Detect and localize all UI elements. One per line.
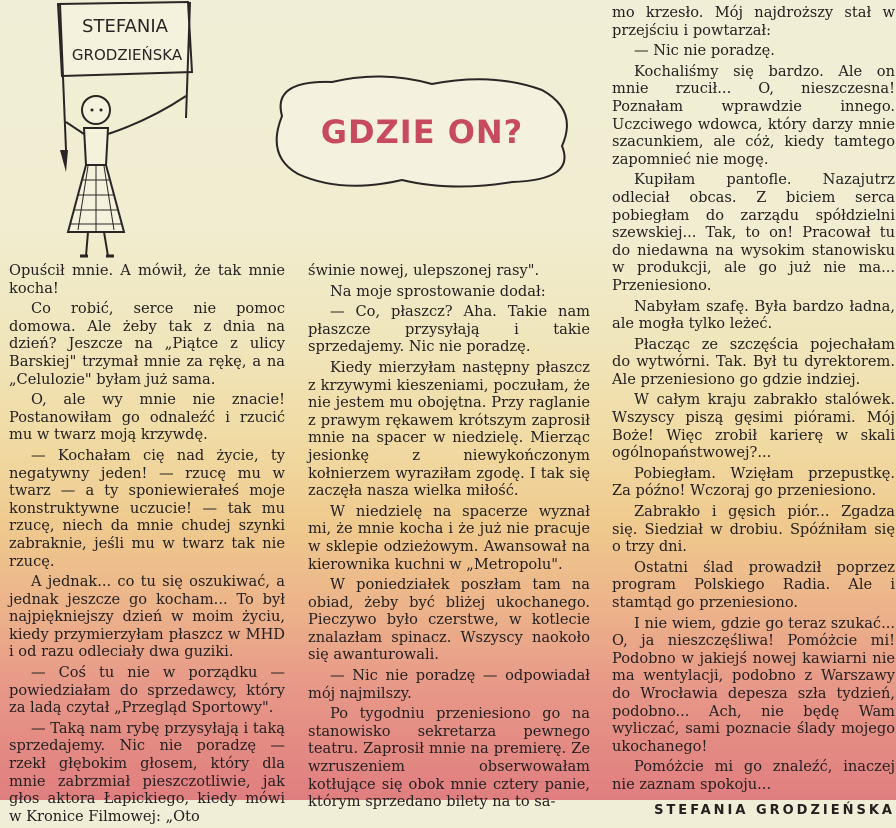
article-column-2 (308, 262, 590, 814)
banner-author-line1: STEFANIA (82, 16, 168, 37)
woman-with-banner-illustration (0, 0, 240, 262)
paragraph: — Nic nie poradzę — odpowiadał mój najmilszy. (308, 667, 590, 702)
paragraph: W poniedziałek poszłam tam na obiad, żeby być bliżej ukochanego. Pieczywo było czerstwe, w kotlecie znalazłam spinacz. Wszyscy naokoło się awanturowali. (308, 576, 590, 664)
paragraph: Zabrakło i gęsich piór... Zgadza się. Siedział w drobiu. Spóźniłam się o trzy dni. (612, 503, 895, 556)
banner-author-line2: GRODZIEŃSKA (71, 46, 183, 64)
paragraph: Kiedy mierzyłam następny płaszcz z krzywymi kieszeniami, poczułam, że nie jestem mu obojętna. Przy raglanie z prawym rękawem krótszym zaprosił mnie na spacer w niedzielę. Mierząc jesionkę z niewykończonym kołnierzem wyraziłam zgodę. I tak się zaczęła nasza wielka miłość. (308, 358, 590, 500)
paragraph: mo krzesło. Mój najdroższy stał w przejściu i powtarzał: (612, 4, 895, 39)
paragraph: świnie nowej, ulepszonej rasy". (308, 262, 540, 279)
paragraph: Opuścił mnie. A mówił, że tak mnie kocha! (9, 262, 285, 297)
paragraph: Pobiegłam. Wzięłam przepustkę. Za późno! Wczoraj go przeniesiono. (612, 464, 895, 500)
paragraph: O, ale wy mnie nie znacie! Postanowiłam go odnaleźć i rzucić mu w twarz moją krzywdę. (9, 391, 285, 444)
paragraph: Kochaliśmy się bardzo. Ale on mnie rzucił... O, nieszczesna! Poznałam wprawdzie innego. Uczciwego wdowca, który darzy mnie szacunkiem, ale cóż, kiedy tamtego zapomnieć nie mogę. (612, 62, 895, 168)
paragraph: Ostatni ślad prowadził poprzez program Polskiego Radia. Ale i stamtąd go przeniesiono. (612, 558, 895, 611)
paragraph: — Kochałam cię nad życie, ty negatywny jeden! — rzucę mu w twarz — a ty sponiewierałeś moje konstruktywne uczucie! — tak mu rzucę, niech da mnie chudej szynki zabraknie, jeśli mu w twarz tak nie rzucę. (9, 446, 285, 570)
paragraph: — Co, płaszcz? Aha. Takie nam płaszcze przysyłają i takie sprzedajemy. Nic nie poradzę. (308, 303, 590, 356)
article-column-1 (9, 262, 285, 828)
paragraph: Kupiłam pantofle. Nazajutrz odleciał obcas. Z biciem serca pobiegłam do zarządu spółdzielni szewskiej... Tak, to on! Pracował tu do niedawna na wysokim stanowisku w produkcji, ale go już nie ma... Przeniesiono. (612, 171, 895, 294)
paragraph: Na moje sprostowanie dodał: (330, 282, 546, 300)
article-header (0, 0, 612, 262)
article-column-3 (612, 4, 895, 822)
paragraph: Co robić, serce nie pomoc domowa. Ale żeby tak z dnia na dzień? Jeszcze na „Piątce z ulicy Barskiej" trzymał mnie za rękę, a na „Celulozie" byłam już sama. (9, 300, 285, 388)
paragraph: Nabyłam szafę. Była bardzo ładna, ale mogła tylko leżeć. (612, 297, 895, 333)
paragraph: I nie wiem, gdzie go teraz szukać... O, ja nieszczęśliwa! Pomóżcie mi! Podobno w jakiejś nowej kawiarni nie ma wentylacji, podobno z Warszawy do Wrocławia depesza szła tydzień, podobno... Ach, nie będę Wam wyliczać, sami poznacie ślady mojego ukochanego! (612, 614, 895, 755)
paragraph: Płacząc ze szczęścia pojechałam do wytwórni. Tak. Był tu dyrektorem. Ale przeniesiono go gdzie indziej. (612, 335, 895, 388)
paragraph: — Taką nam rybę przysyłają i taką sprzedajemy. Nic nie poradzę — rzekł głębokim głosem, który dla mnie zabrzmiał pieszczotliwie, jak głos aktora Łapickiego, kiedy mówi w Kronice Filmowej: „Oto (9, 719, 285, 825)
paragraph: Po tygodniu przeniesiono go na stanowisko sekretarza pewnego teatru. Zaprosił mnie na premierę. Ze wzruszeniem obserwowałam kotłujące się obok mnie cztery panie, którym sprzedano bilety na to sa- (308, 705, 590, 811)
paragraph: — Nic nie poradzę. (634, 42, 775, 60)
headline-box (262, 70, 582, 194)
headline: GDZIE ON? (320, 113, 524, 151)
paragraph: A jednak... co tu się oszukiwać, a jednak jeszcze go kocham... To był najpiękniejszy dzień w moim życiu, kiedy przymierzyłam płaszcz w MHD i od razu odleciały dwa guziki. (9, 573, 285, 661)
paragraph: W całym kraju zabrakło stalówek. Wszyscy piszą gęsimi piórami. Mój Boże! Więc zrobił karierę w skali ogólnopaństwowej?... (612, 391, 895, 462)
paragraph: Pomóżcie mi go znaleźć, inaczej nie zaznam spokoju... (612, 758, 895, 793)
paragraph: — Coś tu nie w porządku — powiedziałam do sprzedawcy, który za ladą czytał „Przegląd Sportowy". (9, 664, 285, 717)
paragraph: W niedzielę na spacerze wyznał mi, że mnie kocha i że już nie pracuje w sklepie odzieżowym. Awansował na kierownika kuchni w „Metropolu". (308, 502, 590, 573)
author-signature: STEFANIA GRODZIEŃSKA (654, 802, 895, 818)
